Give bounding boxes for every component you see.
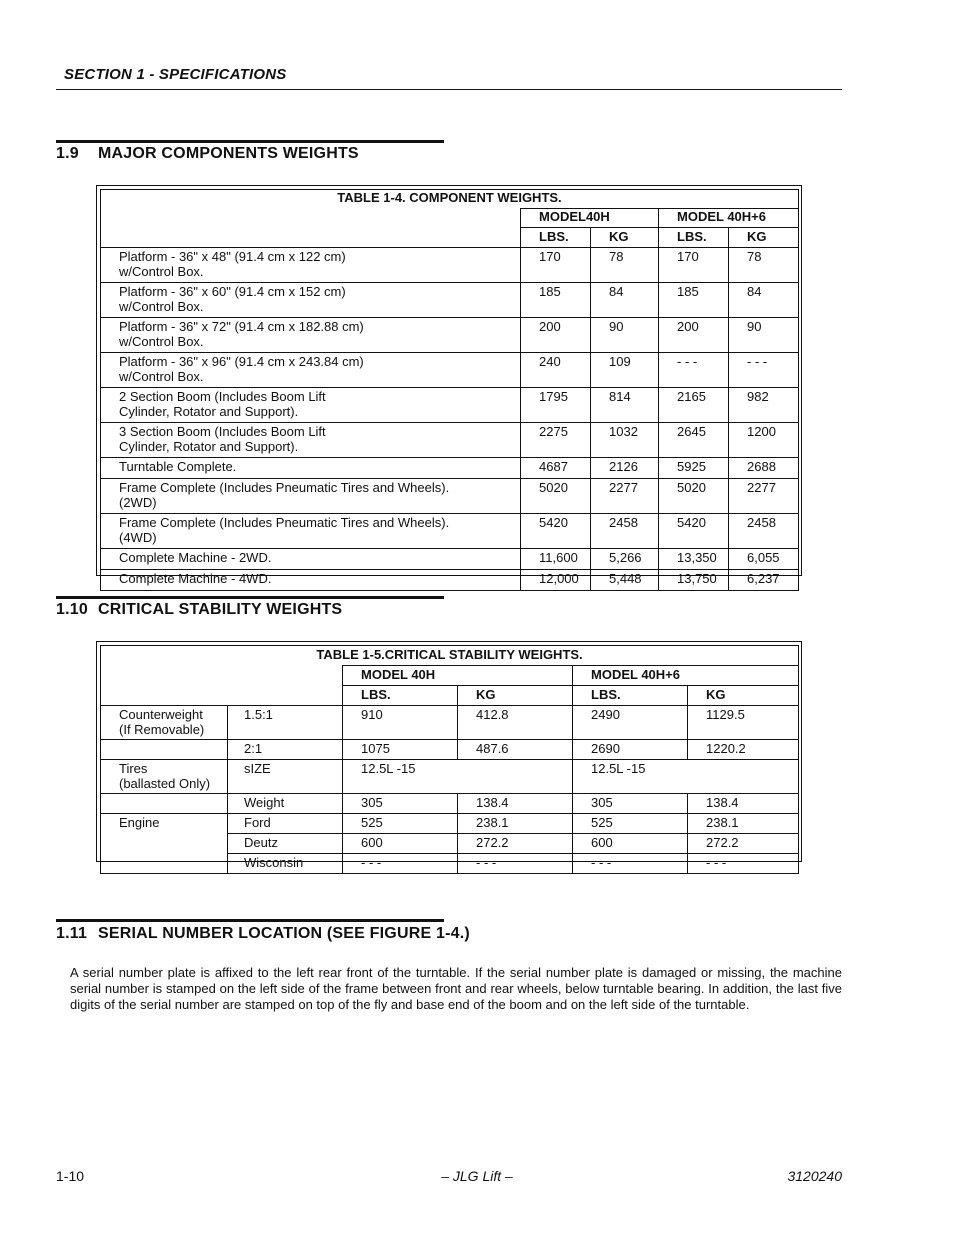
- component-description: Complete Machine - 4WD.: [119, 571, 272, 586]
- component-description-cell: [101, 388, 521, 423]
- group-label-cell: [101, 760, 228, 794]
- component-description-cell: [101, 283, 521, 318]
- table-row: [101, 423, 799, 458]
- weight-value: 1075: [343, 740, 458, 760]
- weight-value: 138.4: [688, 794, 799, 814]
- weight-value: 185: [659, 283, 729, 318]
- group-label-cell: [101, 814, 228, 834]
- weight-value: 2690: [573, 740, 688, 760]
- item-label: 2:1: [228, 740, 343, 760]
- unit-header: KG: [458, 686, 573, 706]
- table-row: [101, 283, 799, 318]
- weight-value: 78: [729, 248, 799, 283]
- table-row: [101, 760, 799, 794]
- weight-value: 305: [343, 794, 458, 814]
- unit-header: LBS.: [659, 228, 729, 248]
- component-description: 2 Section Boom (Includes Boom Lift: [119, 389, 326, 404]
- table-row: [101, 388, 799, 423]
- weight-value: 2275: [521, 423, 591, 458]
- component-description: Platform - 36" x 72" (91.4 cm x 182.88 cm): [119, 319, 364, 334]
- weight-value: 90: [729, 318, 799, 353]
- item-label: sIZE: [228, 760, 343, 794]
- section-heading-1-9: [56, 145, 359, 163]
- item-label: Weight: [228, 794, 343, 814]
- weight-value: 814: [591, 388, 659, 423]
- section-heading-1-10: [56, 601, 342, 619]
- component-description: 3 Section Boom (Includes Boom Lift: [119, 424, 326, 439]
- table-caption: TABLE 1-5.CRITICAL STABILITY WEIGHTS.: [101, 646, 799, 666]
- group-label-cell: [101, 706, 228, 740]
- weight-value: 5,448: [591, 570, 659, 591]
- component-description-cell: [101, 549, 521, 570]
- tire-size-value: 12.5L -15: [573, 760, 799, 794]
- model-header: MODEL40H: [521, 209, 659, 228]
- weight-value: 600: [343, 834, 458, 854]
- weight-value: 1129.5: [688, 706, 799, 740]
- group-label: Engine: [119, 815, 160, 830]
- group-label-cell: [101, 834, 228, 854]
- section-number: 1.9: [56, 145, 79, 162]
- section-divider: [56, 596, 444, 599]
- weight-value: 84: [591, 283, 659, 318]
- weight-value: 90: [591, 318, 659, 353]
- item-label: Ford: [228, 814, 343, 834]
- table-caption: TABLE 1-4. COMPONENT WEIGHTS.: [101, 190, 799, 209]
- weight-value: 5925: [659, 458, 729, 479]
- weight-value: - - -: [458, 854, 573, 874]
- component-weights-table: [100, 189, 799, 591]
- weight-value: 200: [659, 318, 729, 353]
- weight-value: 138.4: [458, 794, 573, 814]
- weight-value: - - -: [688, 854, 799, 874]
- component-description: w/Control Box.: [119, 264, 204, 279]
- component-description: w/Control Box.: [119, 299, 204, 314]
- weight-value: 5020: [659, 479, 729, 514]
- weight-value: 5020: [521, 479, 591, 514]
- component-description: Complete Machine - 2WD.: [119, 550, 272, 565]
- unit-header: KG: [729, 228, 799, 248]
- weight-value: 305: [573, 794, 688, 814]
- weight-value: 238.1: [458, 814, 573, 834]
- unit-header: LBS.: [573, 686, 688, 706]
- component-description: Frame Complete (Includes Pneumatic Tires and Wheels).: [119, 515, 450, 530]
- weight-value: 5420: [659, 514, 729, 549]
- weight-value: 2277: [729, 479, 799, 514]
- table-row: [101, 570, 799, 591]
- weight-value: 170: [521, 248, 591, 283]
- section-number: 1.11: [56, 925, 88, 942]
- weight-value: 272.2: [688, 834, 799, 854]
- tire-size-value: 12.5L -15: [343, 760, 573, 794]
- serial-number-paragraph: A serial number plate is affixed to the left rear front of the turntable. If the serial number plate is damaged or missing, the machine serial number is stamped on the left side of the frame between front and rear wheels, below turntable bearing. In addition, the last five digits of the serial number are stamped on top of the fly and base end of the boom and on the left side of the turntable.: [70, 965, 842, 1012]
- model-header: MODEL 40H+6: [659, 209, 799, 228]
- unit-header: KG: [688, 686, 799, 706]
- critical-stability-table: [100, 645, 799, 874]
- group-label: Tires: [119, 761, 148, 776]
- component-description: Platform - 36" x 96" (91.4 cm x 243.84 cm): [119, 354, 364, 369]
- weight-value: 1220.2: [688, 740, 799, 760]
- table-row: [101, 834, 799, 854]
- weight-value: 2458: [591, 514, 659, 549]
- group-label-cell: [101, 740, 228, 760]
- component-weights-table-frame: [96, 185, 802, 586]
- weight-value: 2277: [591, 479, 659, 514]
- weight-value: 1795: [521, 388, 591, 423]
- component-description: w/Control Box.: [119, 369, 204, 384]
- component-description: Turntable Complete.: [119, 459, 237, 474]
- section-title: CRITICAL STABILITY WEIGHTS: [98, 601, 343, 618]
- table-row: [101, 318, 799, 353]
- component-description-cell: [101, 248, 521, 283]
- unit-header: KG: [591, 228, 659, 248]
- component-description: Platform - 36" x 48" (91.4 cm x 122 cm): [119, 249, 346, 264]
- group-label: (If Removable): [119, 722, 205, 737]
- weight-value: 2490: [573, 706, 688, 740]
- group-label: Counterweight: [119, 707, 203, 722]
- weight-value: 525: [573, 814, 688, 834]
- weight-value: 1200: [729, 423, 799, 458]
- component-description: (2WD): [119, 495, 157, 510]
- weight-value: 2165: [659, 388, 729, 423]
- group-label: (ballasted Only): [119, 776, 211, 791]
- component-description-cell: [101, 353, 521, 388]
- weight-value: 412.8: [458, 706, 573, 740]
- item-label: Wisconsin: [228, 854, 343, 874]
- section-divider: [56, 919, 444, 922]
- weight-value: 78: [591, 248, 659, 283]
- weight-value: 109: [591, 353, 659, 388]
- weight-value: - - -: [343, 854, 458, 874]
- component-description: (4WD): [119, 530, 157, 545]
- weight-value: 12,000: [521, 570, 591, 591]
- model-header: MODEL 40H: [343, 666, 573, 686]
- table-row: [101, 549, 799, 570]
- weight-value: 272.2: [458, 834, 573, 854]
- weight-value: 13,750: [659, 570, 729, 591]
- table-row: [101, 514, 799, 549]
- component-description-cell: [101, 458, 521, 479]
- weight-value: 13,350: [659, 549, 729, 570]
- weight-value: - - -: [573, 854, 688, 874]
- weight-value: 910: [343, 706, 458, 740]
- group-label-cell: [101, 794, 228, 814]
- table-row: [101, 248, 799, 283]
- weight-value: 525: [343, 814, 458, 834]
- weight-value: 2645: [659, 423, 729, 458]
- weight-value: 11,600: [521, 549, 591, 570]
- header-rule: [56, 89, 842, 90]
- document-number: 3120240: [787, 1168, 842, 1184]
- table-row: [101, 458, 799, 479]
- weight-value: 200: [521, 318, 591, 353]
- weight-value: 600: [573, 834, 688, 854]
- weight-value: 1032: [591, 423, 659, 458]
- weight-value: 84: [729, 283, 799, 318]
- weight-value: 982: [729, 388, 799, 423]
- weight-value: 487.6: [458, 740, 573, 760]
- weight-value: 5,266: [591, 549, 659, 570]
- section-divider: [56, 140, 444, 143]
- table-row: [101, 479, 799, 514]
- component-description: Cylinder, Rotator and Support).: [119, 404, 299, 419]
- table-row: [101, 740, 799, 760]
- critical-stability-table-frame: [96, 641, 802, 870]
- component-description-cell: [101, 423, 521, 458]
- table-row: [101, 814, 799, 834]
- weight-value: 2126: [591, 458, 659, 479]
- component-description: Platform - 36" x 60" (91.4 cm x 152 cm): [119, 284, 346, 299]
- component-description-cell: [101, 318, 521, 353]
- label-header-cell: [101, 666, 343, 706]
- footer-brand: – JLG Lift –: [441, 1168, 513, 1184]
- group-label-cell: [101, 854, 228, 874]
- weight-value: 238.1: [688, 814, 799, 834]
- table-row: [101, 854, 799, 874]
- section-number: 1.10: [56, 601, 88, 618]
- weight-value: 2688: [729, 458, 799, 479]
- component-description-cell: [101, 514, 521, 549]
- weight-value: 5420: [521, 514, 591, 549]
- table-row: [101, 706, 799, 740]
- component-description: Cylinder, Rotator and Support).: [119, 439, 299, 454]
- section-header: SECTION 1 - SPECIFICATIONS: [64, 66, 287, 83]
- model-header: MODEL 40H+6: [573, 666, 799, 686]
- weight-value: 6,237: [729, 570, 799, 591]
- item-label: 1.5:1: [228, 706, 343, 740]
- page-number: 1-10: [56, 1168, 85, 1184]
- weight-value: 2458: [729, 514, 799, 549]
- section-title: MAJOR COMPONENTS WEIGHTS: [98, 145, 359, 162]
- description-header-cell: [101, 209, 521, 248]
- component-description: w/Control Box.: [119, 334, 204, 349]
- weight-value: 6,055: [729, 549, 799, 570]
- component-description-cell: [101, 570, 521, 591]
- table-row: [101, 353, 799, 388]
- weight-value: 4687: [521, 458, 591, 479]
- unit-header: LBS.: [521, 228, 591, 248]
- weight-value: 185: [521, 283, 591, 318]
- weight-value: 240: [521, 353, 591, 388]
- section-heading-1-11: [56, 925, 470, 943]
- table-row: [101, 794, 799, 814]
- weight-value: - - -: [729, 353, 799, 388]
- weight-value: 170: [659, 248, 729, 283]
- component-description: Frame Complete (Includes Pneumatic Tires and Wheels).: [119, 480, 450, 495]
- component-description-cell: [101, 479, 521, 514]
- section-title: SERIAL NUMBER LOCATION (SEE FIGURE 1-4.): [98, 925, 470, 942]
- unit-header: LBS.: [343, 686, 458, 706]
- weight-value: - - -: [659, 353, 729, 388]
- item-label: Deutz: [228, 834, 343, 854]
